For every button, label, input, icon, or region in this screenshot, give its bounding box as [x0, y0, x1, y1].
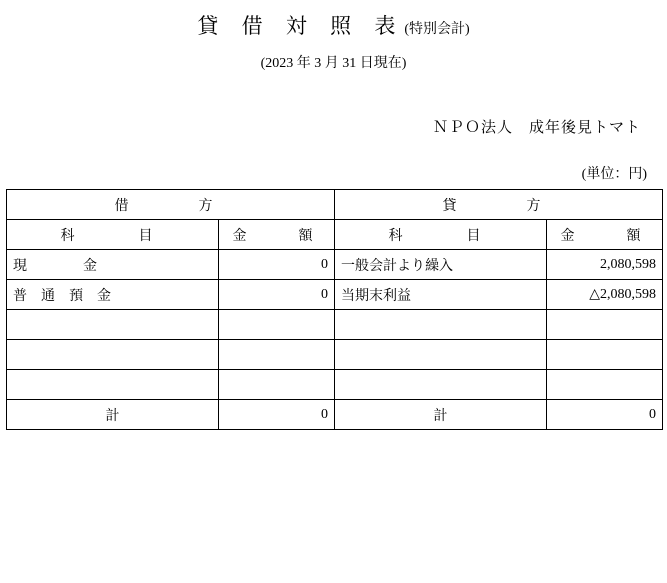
debit-item-cell: [7, 340, 219, 370]
balance-sheet-table: [6, 189, 663, 430]
credit-total-amount: 0: [547, 400, 663, 430]
header-debit-side: 借 方: [7, 190, 335, 220]
balance-sheet-page: [0, 10, 667, 583]
credit-amount-cell: [547, 340, 663, 370]
header-credit-item: 科 目: [335, 220, 547, 250]
header-credit-amount: 金 額: [547, 220, 663, 250]
debit-amount-cell: [219, 340, 335, 370]
debit-amount-cell: [219, 310, 335, 340]
credit-item-cell: [335, 370, 547, 400]
table-row: [7, 340, 663, 370]
debit-amount-cell: [219, 370, 335, 400]
credit-item-cell: [335, 310, 547, 340]
credit-amount-cell: 2,080,598: [547, 250, 663, 280]
table-row: [7, 250, 663, 280]
credit-total-label: 計: [335, 400, 547, 430]
credit-item-cell: [335, 340, 547, 370]
header-credit-side: 貸 方: [335, 190, 663, 220]
debit-item-cell: 現 金: [7, 250, 219, 280]
table-row: [7, 310, 663, 340]
credit-amount-cell: [547, 310, 663, 340]
header-debit-amount: 金 額: [219, 220, 335, 250]
credit-item-cell: 当期末利益: [335, 280, 547, 310]
debit-total-label: 計: [7, 400, 219, 430]
table-header-side-row: [7, 190, 663, 220]
organization-name: ＮＰＯ法人 成年後見トマト: [432, 120, 641, 136]
debit-total-amount: 0: [219, 400, 335, 430]
credit-amount-cell: △2,080,598: [547, 280, 663, 310]
table-header-columns-row: [7, 220, 663, 250]
document-title: [0, 10, 667, 40]
debit-item-cell: [7, 370, 219, 400]
unit-note: (単位：円): [581, 167, 647, 182]
header-debit-item: 科 目: [7, 220, 219, 250]
debit-item-cell: 普 通 預 金: [7, 280, 219, 310]
debit-amount-cell: 0: [219, 250, 335, 280]
credit-item-cell: 一般会計より繰入: [335, 250, 547, 280]
title-main-text: 貸 借 対 照 表: [197, 14, 405, 38]
table-total-row: [7, 400, 663, 430]
table-row: [7, 370, 663, 400]
debit-amount-cell: 0: [219, 280, 335, 310]
title-suffix-text: (特別会計): [404, 22, 470, 37]
debit-item-cell: [7, 310, 219, 340]
as-of-date: (2023 年 3 月 31 日現在): [260, 56, 407, 71]
credit-amount-cell: [547, 370, 663, 400]
table-row: [7, 280, 663, 310]
